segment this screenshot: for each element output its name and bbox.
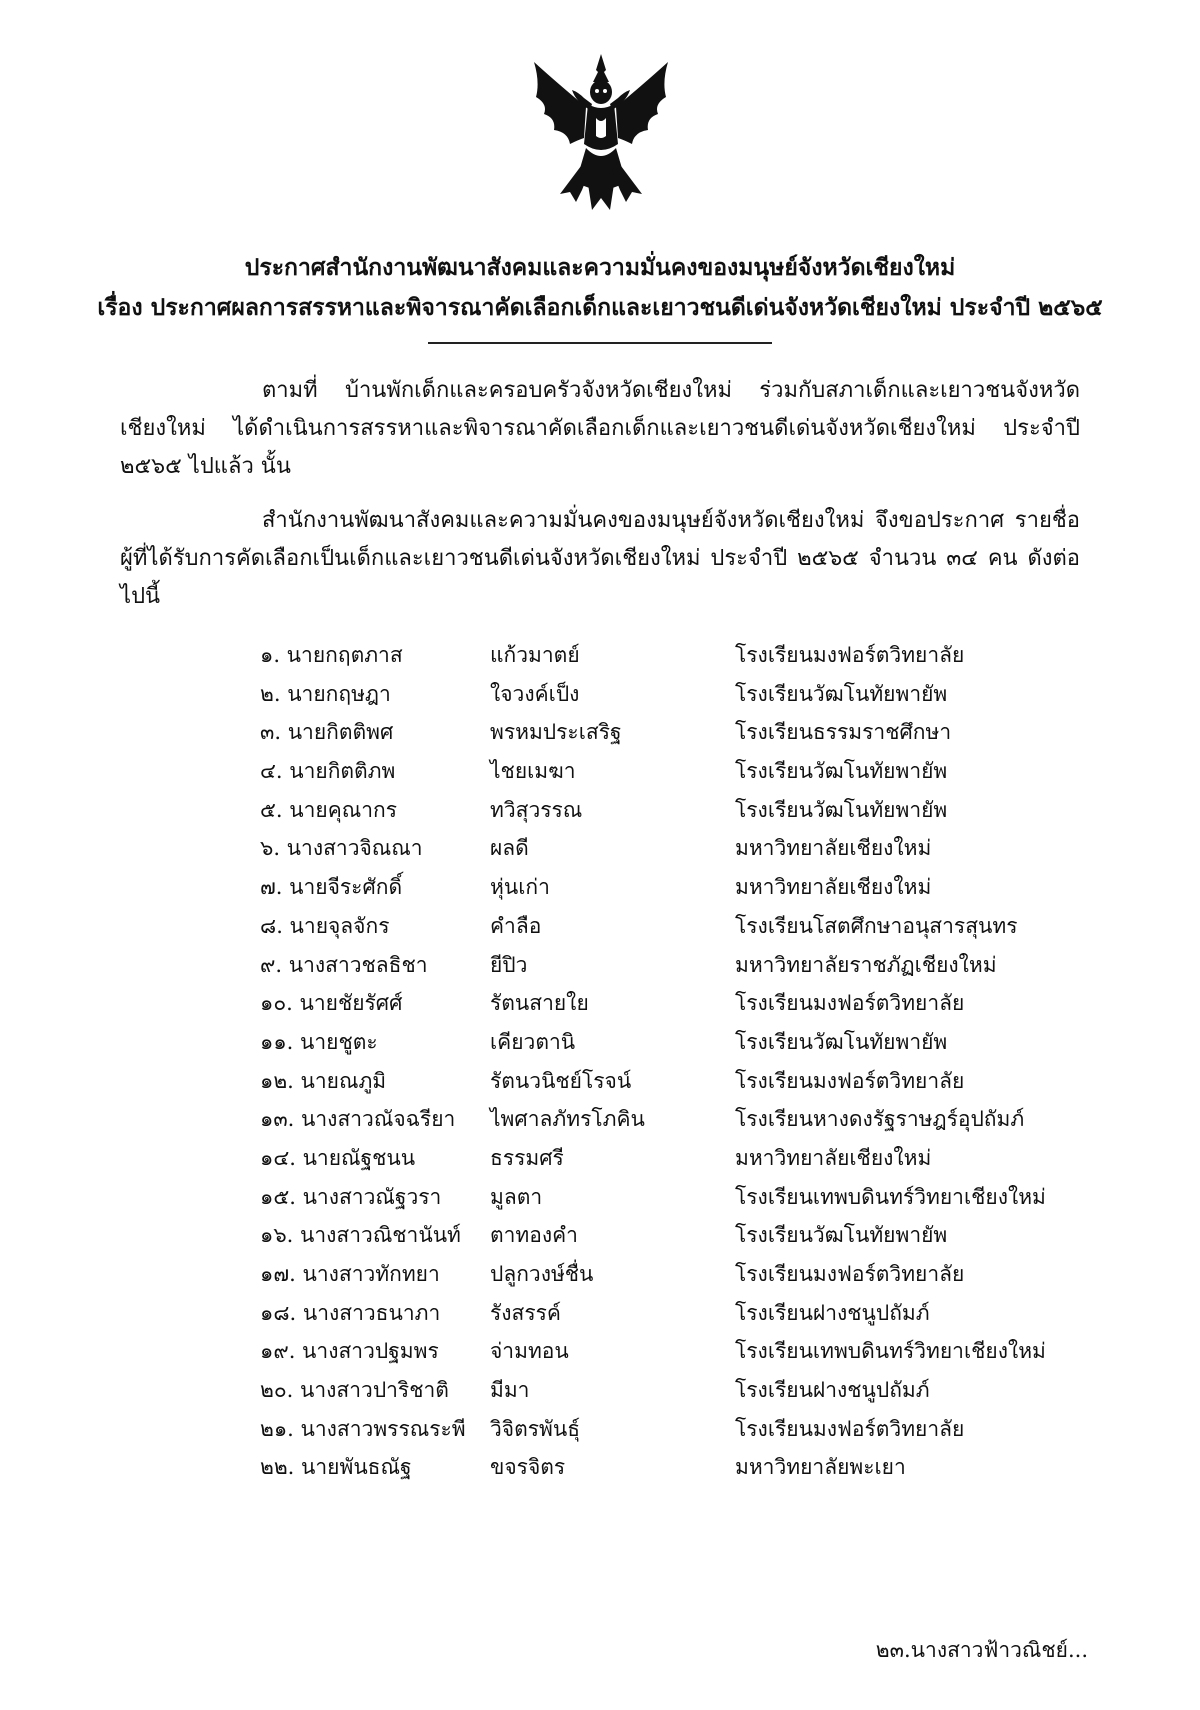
awardee-school: โรงเรียนหางดงรัฐราษฎร์อุปถัมภ์ xyxy=(735,1107,1025,1132)
list-item xyxy=(260,752,1120,791)
awardee-school: มหาวิทยาลัยพะเยา xyxy=(735,1455,906,1480)
list-item xyxy=(260,1062,1120,1101)
list-item xyxy=(260,829,1120,868)
list-item xyxy=(260,1139,1120,1178)
list-item xyxy=(260,1255,1120,1294)
awardee-name: ๑๒. นายณภูมิ xyxy=(260,1068,387,1093)
awardee-name: ๙. นางสาวชลธิชา xyxy=(260,952,428,977)
awardee-surname: แก้วมาตย์ xyxy=(490,643,580,667)
awardee-name: ๒. นายกฤษฎา xyxy=(260,681,391,706)
awardee-name: ๗. นายจีระศักดิ์ xyxy=(260,875,403,900)
garuda-emblem-icon xyxy=(526,52,676,212)
awardee-name: ๑๐. นายชัยรัศศ์ xyxy=(260,991,403,1016)
awardee-surname: วิจิตรพันธุ์ xyxy=(490,1416,581,1441)
announcement-subject: เรื่อง ประกาศผลการสรรหาและพิจารณาคัดเลือกเด็กและเยาวชนดีเด่นจังหวัดเชียงใหม่ ประจำปี ๒๕๖๕ xyxy=(97,294,1103,321)
paragraph-intro: ตามที่ บ้านพักเด็กและครอบครัวจังหวัดเชียงใหม่ ร่วมกับสภาเด็กและเยาวชนจังหวัด เชียงใหม่ ได้ดำเนินการสรรหาและพิจารณาคัดเลือกเด็กและเยาวชนดีเด่นจังหวัดเชียงใหม่ ประจำปี ๒๕๖๕ ไปแล้ว นั้น xyxy=(120,378,1080,479)
awardee-name: ๑๑. นายชูตะ xyxy=(260,1029,378,1054)
awardee-name: ๒๐. นางสาวปาริชาติ xyxy=(260,1378,449,1403)
awardee-school: โรงเรียนฝางชนูปถัมภ์ xyxy=(735,1378,930,1403)
awardee-name: ๕. นายคุณากร xyxy=(260,797,398,822)
awardee-name: ๖. นางสาวจิณณา xyxy=(260,836,423,861)
list-item xyxy=(260,1100,1120,1139)
awardee-school: โรงเรียนวัฒโนทัยพายัพ xyxy=(735,797,948,822)
list-item xyxy=(260,713,1120,752)
awardee-name: ๘. นายจุลจักร xyxy=(260,913,390,938)
list-item xyxy=(260,984,1120,1023)
list-item xyxy=(260,946,1120,985)
awardee-surname: ผลดี xyxy=(490,836,529,861)
awardee-name: ๒๑. นางสาวพรรณระพี xyxy=(260,1416,466,1441)
awardee-surname: มีมา xyxy=(490,1378,530,1403)
list-item xyxy=(260,907,1120,946)
awardee-school: โรงเรียนมงฟอร์ตวิทยาลัย xyxy=(735,643,965,667)
awardee-school: โรงเรียนวัฒโนทัยพายัพ xyxy=(735,1223,948,1248)
list-item xyxy=(260,1023,1120,1062)
awardee-name: ๑๔. นายณัฐชนน xyxy=(260,1145,416,1170)
awardee-school: โรงเรียนมงฟอร์ตวิทยาลัย xyxy=(735,1416,965,1441)
awardee-name: ๔. นายกิตติภพ xyxy=(260,759,396,784)
awardee-surname: ใจวงค์เป็ง xyxy=(490,681,580,706)
awardee-school: โรงเรียนฝางชนูปถัมภ์ xyxy=(735,1300,930,1325)
awardee-surname: หุ่นเก่า xyxy=(490,875,550,900)
list-item xyxy=(260,1371,1120,1410)
awardee-school: โรงเรียนเทพบดินทร์วิทยาเชียงใหม่ xyxy=(735,1339,1046,1364)
awardee-surname: ธรรมศรี xyxy=(490,1145,564,1170)
list-item xyxy=(260,675,1120,714)
awardee-name: ๓. นายกิตติพศ xyxy=(260,720,394,745)
list-item xyxy=(260,791,1120,830)
awardee-surname: ทวิสุวรรณ xyxy=(490,797,583,822)
awardee-school: โรงเรียนเทพบดินทร์วิทยาเชียงใหม่ xyxy=(735,1184,1046,1209)
awardee-school: มหาวิทยาลัยเชียงใหม่ xyxy=(735,836,932,861)
awardee-school: โรงเรียนวัฒโนทัยพายัพ xyxy=(735,1029,948,1054)
awardee-surname: ปลูกวงษ์ชื่น xyxy=(490,1262,594,1286)
awardee-surname: ตาทองคำ xyxy=(490,1223,578,1248)
list-item xyxy=(260,1216,1120,1255)
awardee-school: โรงเรียนมงฟอร์ตวิทยาลัย xyxy=(735,1262,965,1286)
continuation-marker: ๒๓.นางสาวฟ้าวณิชย์... xyxy=(875,1638,1088,1662)
list-item xyxy=(260,1294,1120,1333)
awardee-name: ๑๖. นางสาวณิชานันท์ xyxy=(260,1223,461,1248)
awardee-list xyxy=(260,636,1120,1487)
awardee-school: โรงเรียนวัฒโนทัยพายัพ xyxy=(735,681,948,706)
awardee-school: มหาวิทยาลัยเชียงใหม่ xyxy=(735,875,932,900)
awardee-surname: รัตนสายใย xyxy=(490,991,589,1016)
awardee-surname: มูลตา xyxy=(490,1184,543,1209)
awardee-surname: ยีปิว xyxy=(490,952,528,977)
awardee-school: โรงเรียนโสตศึกษาอนุสารสุนทร xyxy=(735,913,1018,938)
awardee-name: ๑๕. นางสาวณัฐวรา xyxy=(260,1184,442,1209)
list-item xyxy=(260,636,1120,675)
awardee-school: โรงเรียนธรรมราชศึกษา xyxy=(735,720,952,745)
awardee-name: ๑๘. นางสาวธนาภา xyxy=(260,1300,441,1325)
announcement-title: ประกาศสำนักงานพัฒนาสังคมและความมั่นคงของมนุษย์จังหวัดเชียงใหม่ xyxy=(244,254,956,281)
awardee-surname: รัตนวนิชย์โรจน์ xyxy=(490,1068,632,1093)
list-item xyxy=(260,1178,1120,1217)
list-item xyxy=(260,1448,1120,1487)
awardee-school: มหาวิทยาลัยราชภัฏเชียงใหม่ xyxy=(735,952,997,977)
awardee-name: ๒๒. นายพันธณัฐ xyxy=(260,1455,412,1480)
awardee-name: ๑๗. นางสาวทักทยา xyxy=(260,1262,440,1286)
awardee-surname: ไพศาลภัทรโภคิน xyxy=(490,1107,645,1132)
awardee-surname: ไชยเมฆา xyxy=(490,759,576,784)
awardee-surname: จ่ามทอน xyxy=(490,1339,569,1364)
title-divider xyxy=(428,342,772,344)
awardee-school: มหาวิทยาลัยเชียงใหม่ xyxy=(735,1145,932,1170)
awardee-surname: เคียวตานิ xyxy=(490,1029,576,1054)
awardee-surname: ขจรจิตร xyxy=(490,1455,566,1480)
awardee-school: โรงเรียนวัฒโนทัยพายัพ xyxy=(735,759,948,784)
awardee-name: ๑๓. นางสาวณัจฉรียา xyxy=(260,1107,456,1132)
awardee-surname: คำลือ xyxy=(490,913,542,938)
awardee-name: ๑. นายกฤตภาส xyxy=(260,643,403,667)
awardee-school: โรงเรียนมงฟอร์ตวิทยาลัย xyxy=(735,1068,965,1093)
paragraph-announcement: สำนักงานพัฒนาสังคมและความมั่นคงของมนุษย์จังหวัดเชียงใหม่ จึงขอประกาศ รายชื่อผู้ที่ได้รับการคัดเลือกเป็นเด็กและเยาวชนดีเด่นจังหวัดเชียงใหม่ ประจำปี ๒๕๖๕ จำนวน ๓๔ คน ดังต่อไปนี้ xyxy=(120,508,1080,609)
list-item xyxy=(260,868,1120,907)
awardee-name: ๑๙. นางสาวปฐมพร xyxy=(260,1339,439,1364)
list-item xyxy=(260,1332,1120,1371)
awardee-surname: พรหมประเสริฐ xyxy=(490,720,622,745)
awardee-school: โรงเรียนมงฟอร์ตวิทยาลัย xyxy=(735,991,965,1016)
awardee-surname: รังสรรค์ xyxy=(490,1300,561,1325)
list-item xyxy=(260,1410,1120,1449)
